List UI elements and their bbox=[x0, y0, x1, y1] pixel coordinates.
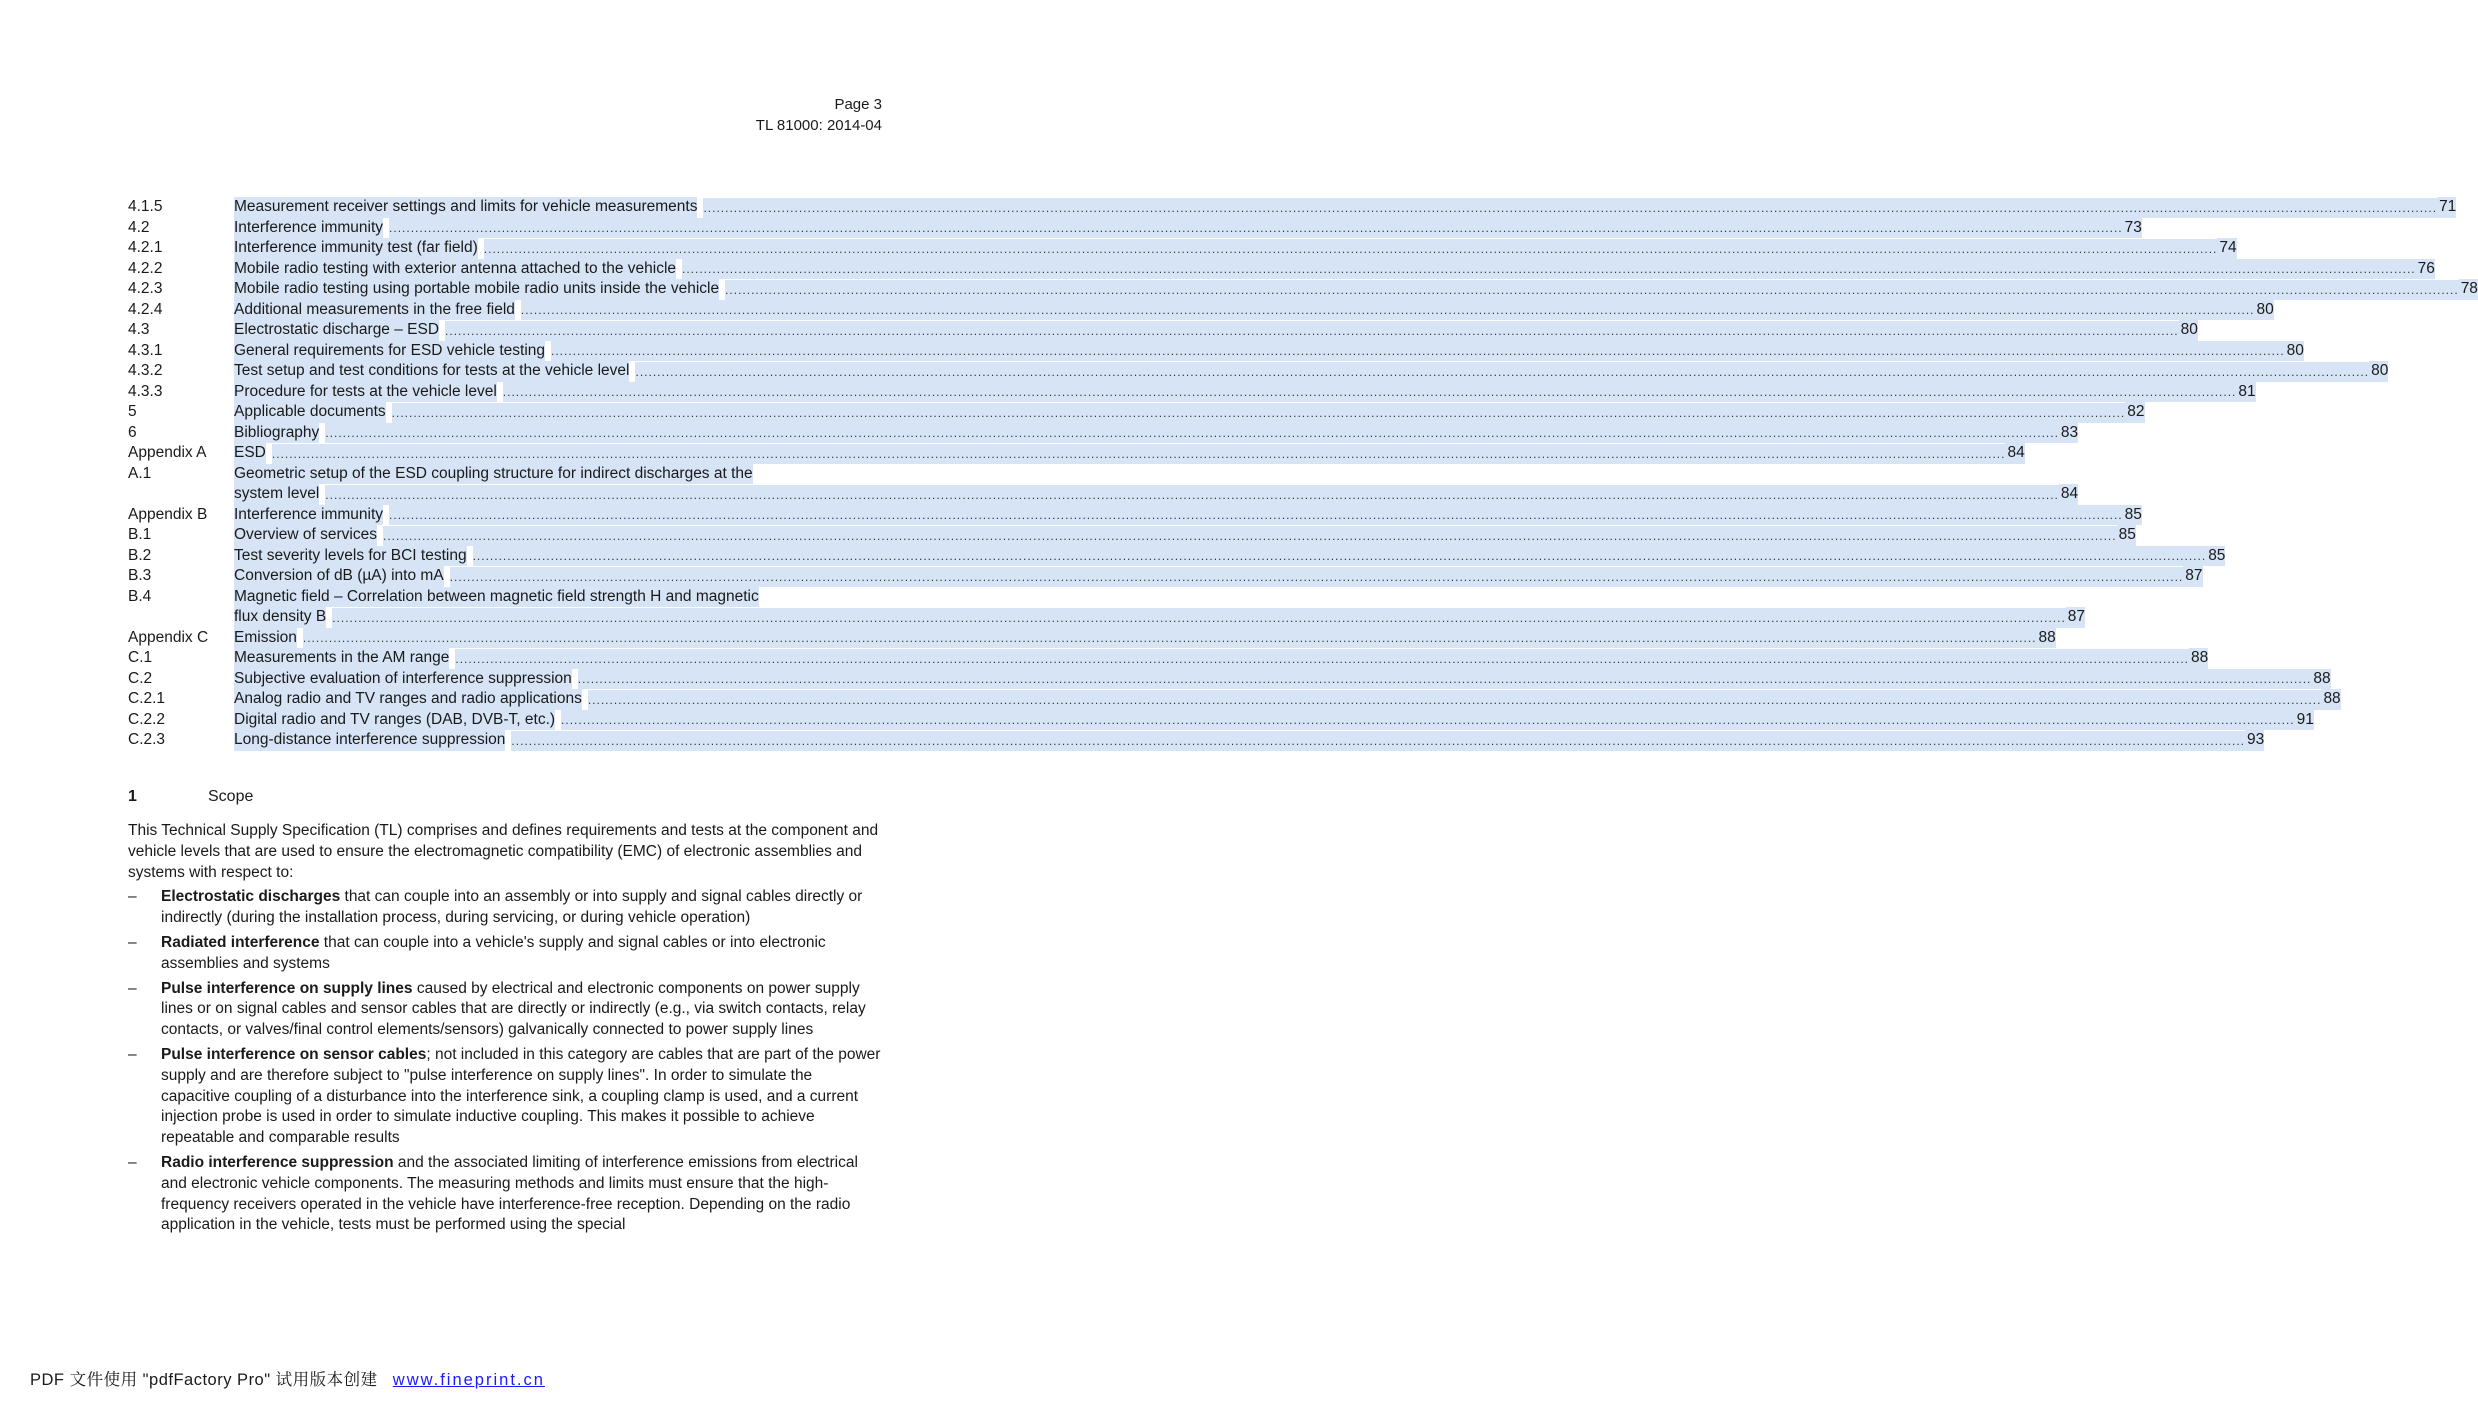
toc-entry-page: 85 bbox=[2206, 546, 2225, 567]
toc-entry[interactable] bbox=[128, 566, 2203, 587]
toc-entry-title: Additional measurements in the free field bbox=[234, 300, 515, 321]
toc-entry-page: 87 bbox=[2183, 566, 2202, 587]
bullet-item bbox=[128, 887, 883, 929]
toc-dot-leader: ................................................................................................................................................................................................................................................................................................................................................................................................................ bbox=[272, 444, 2006, 464]
toc-entry-number: C.2 bbox=[128, 669, 153, 687]
section-number: 1 bbox=[128, 788, 137, 805]
toc-dot-leader: ................................................................................................................................................................................................................................................................................................................................................................................................................ bbox=[389, 505, 2123, 525]
bullet-dash: – bbox=[128, 933, 137, 951]
toc-dot-leader: ................................................................................................................................................................................................................................................................................................................................................................................................................ bbox=[521, 300, 2255, 320]
toc-entry-title: Measurements in the AM range bbox=[234, 648, 449, 669]
toc-entry-title: Electrostatic discharge – ESD bbox=[234, 320, 439, 341]
bullet-dash: – bbox=[128, 979, 137, 997]
toc-entry-page: 73 bbox=[2123, 218, 2142, 239]
page-header bbox=[756, 94, 882, 136]
toc-entry-number: 6 bbox=[128, 423, 137, 441]
section-title: Scope bbox=[208, 788, 254, 805]
bullet-item bbox=[128, 1153, 883, 1236]
toc-dot-leader: ................................................................................................................................................................................................................................................................................................................................................................................................................ bbox=[455, 649, 2189, 669]
toc-entry-number: C.2.1 bbox=[128, 690, 166, 707]
toc-entry-page: 71 bbox=[2437, 197, 2456, 218]
toc-entry-title: Long-distance interference suppression bbox=[234, 730, 505, 751]
toc-entry[interactable] bbox=[128, 300, 2274, 321]
toc-entry-page: 84 bbox=[2059, 484, 2078, 505]
bullet-item bbox=[128, 933, 883, 975]
toc-entry-number: B.4 bbox=[128, 587, 152, 605]
section-heading bbox=[128, 788, 253, 806]
bullet-dash: – bbox=[128, 888, 137, 906]
toc-entry-page: 83 bbox=[2059, 423, 2078, 444]
toc-entry[interactable] bbox=[128, 279, 2478, 300]
toc-entry[interactable] bbox=[128, 587, 2086, 628]
toc-dot-leader: ................................................................................................................................................................................................................................................................................................................................................................................................................ bbox=[445, 321, 2179, 341]
toc-entry[interactable] bbox=[128, 648, 2209, 669]
toc-dot-leader: ................................................................................................................................................................................................................................................................................................................................................................................................................ bbox=[383, 526, 2117, 546]
toc-dot-leader: ................................................................................................................................................................................................................................................................................................................................................................................................................ bbox=[473, 546, 2207, 566]
toc-entry[interactable] bbox=[128, 546, 2226, 567]
toc-entry-title: Mobile radio testing with exterior antenna attached to the vehicle bbox=[234, 259, 676, 280]
bullet-term: Pulse interference on supply lines bbox=[161, 979, 413, 997]
bullet-dash: – bbox=[128, 1153, 137, 1171]
toc-entry-title: Applicable documents bbox=[234, 402, 386, 423]
toc-dot-leader: ................................................................................................................................................................................................................................................................................................................................................................................................................ bbox=[484, 239, 2218, 259]
toc-entry-title: Interference immunity bbox=[234, 505, 383, 526]
toc-entry[interactable] bbox=[128, 423, 2079, 444]
toc-dot-leader: ................................................................................................................................................................................................................................................................................................................................................................................................................ bbox=[325, 485, 2059, 505]
toc-entry-number: Appendix C bbox=[128, 628, 209, 646]
toc-entry-title: Mobile radio testing using portable mobile radio units inside the vehicle bbox=[234, 279, 719, 300]
pdf-footer bbox=[30, 1366, 545, 1390]
toc-entry-number: 4.2.2 bbox=[128, 259, 163, 277]
toc-entry-title: Subjective evaluation of interference suppression bbox=[234, 669, 572, 690]
toc-entry-number: 4.2.3 bbox=[128, 280, 163, 297]
bullet-dash: – bbox=[128, 1045, 137, 1063]
toc-entry-number: 5 bbox=[128, 403, 137, 420]
toc-entry-title-line1: Magnetic field – Correlation between magnetic field strength H and magnetic bbox=[234, 587, 759, 608]
toc-entry-number: 4.2.1 bbox=[128, 239, 163, 256]
toc-entry-page: 81 bbox=[2236, 382, 2255, 403]
toc-entry-title-line1: Geometric setup of the ESD coupling structure for indirect discharges at the bbox=[234, 464, 753, 485]
toc-dot-leader: ................................................................................................................................................................................................................................................................................................................................................................................................................ bbox=[392, 403, 2126, 423]
toc-entry[interactable] bbox=[128, 464, 2079, 505]
toc-entry-page: 80 bbox=[2254, 300, 2273, 321]
bullet-term: Electrostatic discharges bbox=[161, 888, 341, 906]
toc-dot-leader: ................................................................................................................................................................................................................................................................................................................................................................................................................ bbox=[578, 669, 2312, 689]
toc-entry[interactable] bbox=[128, 669, 2331, 690]
toc-entry[interactable] bbox=[128, 382, 2256, 403]
toc-dot-leader: ................................................................................................................................................................................................................................................................................................................................................................................................................ bbox=[561, 710, 2295, 730]
bullet-text: and the associated limiting of interference emissions from electrical and electronic vehicle components. The measuring methods and limits must ensure that the high-frequency receivers operated in the vehicle have interference-free reception. Depending on the radio application in the vehicle, tests must be performed using the special bbox=[161, 1153, 858, 1234]
toc-entry-page: 80 bbox=[2369, 361, 2388, 382]
toc-entry-page: 74 bbox=[2217, 238, 2236, 259]
toc-entry[interactable] bbox=[128, 443, 2025, 464]
toc-entry-number: 4.3.2 bbox=[128, 362, 163, 379]
toc-entry-page: 93 bbox=[2245, 730, 2264, 751]
toc-entry[interactable] bbox=[128, 197, 2457, 218]
toc-entry-title: system level bbox=[234, 484, 319, 505]
toc-entry-title: Emission bbox=[234, 628, 297, 649]
toc-dot-leader: ................................................................................................................................................................................................................................................................................................................................................................................................................ bbox=[503, 382, 2237, 402]
toc-entry-page: 78 bbox=[2459, 279, 2478, 300]
toc-dot-leader: ................................................................................................................................................................................................................................................................................................................................................................................................................ bbox=[588, 690, 2322, 710]
toc-dot-leader: ................................................................................................................................................................................................................................................................................................................................................................................................................ bbox=[325, 423, 2059, 443]
toc-entry-number: 4.2.4 bbox=[128, 300, 163, 318]
toc-entry-page: 80 bbox=[2285, 341, 2304, 362]
toc-entry[interactable] bbox=[128, 628, 2056, 649]
toc-dot-leader: ................................................................................................................................................................................................................................................................................................................................................................................................................ bbox=[725, 280, 2459, 300]
toc-entry-number: Appendix A bbox=[128, 444, 207, 461]
bullet-item bbox=[128, 1045, 883, 1149]
table-of-contents bbox=[128, 197, 2478, 751]
toc-dot-leader: ................................................................................................................................................................................................................................................................................................................................................................................................................ bbox=[682, 259, 2416, 279]
toc-dot-leader: ................................................................................................................................................................................................................................................................................................................................................................................................................ bbox=[703, 198, 2437, 218]
toc-entry-title: Analog radio and TV ranges and radio applications bbox=[234, 689, 582, 710]
document-id: TL 81000: 2014-04 bbox=[755, 117, 882, 134]
toc-entry-number: 4.3.3 bbox=[128, 382, 163, 400]
bullet-term: Pulse interference on sensor cables bbox=[161, 1045, 427, 1063]
toc-entry[interactable] bbox=[128, 402, 2145, 423]
toc-entry-title: General requirements for ESD vehicle testing bbox=[234, 341, 545, 362]
toc-entry[interactable] bbox=[128, 320, 2198, 341]
toc-entry[interactable] bbox=[128, 689, 2341, 710]
toc-entry-title: flux density B bbox=[234, 607, 326, 628]
footer-link[interactable]: www.fineprint.cn bbox=[392, 1371, 545, 1389]
footer-text: PDF 文件使用 "pdfFactory Pro" 试用版本创建 bbox=[30, 1371, 378, 1389]
bullet-list bbox=[128, 887, 883, 1236]
toc-entry-title: Bibliography bbox=[234, 423, 319, 444]
page-number: Page 3 bbox=[834, 96, 882, 113]
toc-entry-number: 4.2 bbox=[128, 218, 150, 236]
toc-dot-leader: ................................................................................................................................................................................................................................................................................................................................................................................................................ bbox=[303, 628, 2037, 648]
toc-entry[interactable] bbox=[128, 730, 2265, 751]
toc-entry[interactable] bbox=[128, 218, 2142, 239]
toc-entry-title: Interference immunity bbox=[234, 218, 383, 239]
toc-dot-leader: ................................................................................................................................................................................................................................................................................................................................................................................................................ bbox=[450, 567, 2184, 587]
bullet-text: caused by electrical and electronic components on power supply lines or on signal cables and sensor cables that are directly or indirectly (e.g., via switch contacts, relay contacts, or valves/final control elements/sensors) galvanically connected to power supply lines bbox=[161, 979, 866, 1039]
toc-dot-leader: ................................................................................................................................................................................................................................................................................................................................................................................................................ bbox=[551, 341, 2285, 361]
toc-entry-title: Procedure for tests at the vehicle level bbox=[234, 382, 497, 403]
toc-entry-title: ESD bbox=[234, 443, 266, 464]
toc-entry-number: B.1 bbox=[128, 526, 152, 543]
toc-entry[interactable] bbox=[128, 341, 2304, 362]
toc-entry-number: 4.3 bbox=[128, 321, 150, 338]
toc-entry-title: Test severity levels for BCI testing bbox=[234, 546, 467, 567]
toc-entry-number: 4.3.1 bbox=[128, 341, 163, 359]
toc-entry-page: 76 bbox=[2416, 259, 2435, 280]
toc-entry-page: 88 bbox=[2189, 648, 2208, 669]
toc-entry-page: 88 bbox=[2321, 689, 2340, 710]
bullet-term: Radio interference suppression bbox=[161, 1153, 394, 1171]
toc-entry-page: 88 bbox=[2311, 669, 2330, 690]
toc-entry[interactable] bbox=[128, 710, 2314, 731]
intro-paragraph: This Technical Supply Specification (TL) comprises and defines requirements and tests at the component and vehicle levels that are used to ensure the electromagnetic compatibility (EMC) of electronic assemblies and systems with respect to: bbox=[128, 822, 879, 881]
toc-entry[interactable] bbox=[128, 238, 2237, 259]
toc-entry-page: 85 bbox=[2123, 505, 2142, 526]
toc-entry[interactable] bbox=[128, 505, 2142, 526]
toc-entry-page: 84 bbox=[2005, 443, 2024, 464]
toc-entry-title: Test setup and test conditions for tests at the vehicle level bbox=[234, 361, 629, 382]
toc-entry-number: C.2.3 bbox=[128, 731, 166, 748]
toc-entry-title: Interference immunity test (far field) bbox=[234, 238, 478, 259]
toc-entry-number: B.3 bbox=[128, 567, 152, 584]
toc-entry-number: C.2.2 bbox=[128, 710, 166, 728]
bullet-item bbox=[128, 979, 883, 1041]
toc-entry[interactable] bbox=[128, 361, 2389, 382]
toc-entry-page: 80 bbox=[2179, 320, 2198, 341]
toc-entry-number: Appendix B bbox=[128, 505, 208, 523]
toc-entry-page: 82 bbox=[2125, 402, 2144, 423]
toc-entry-number: B.2 bbox=[128, 546, 152, 564]
toc-entry-title: Conversion of dB (µA) into mA bbox=[234, 566, 444, 587]
toc-entry-title: Digital radio and TV ranges (DAB, DVB-T, etc.) bbox=[234, 710, 555, 731]
toc-dot-leader: ................................................................................................................................................................................................................................................................................................................................................................................................................ bbox=[332, 608, 2066, 628]
toc-entry-number: 4.1.5 bbox=[128, 198, 163, 215]
bullet-term: Radiated interference bbox=[161, 933, 320, 951]
toc-dot-leader: ................................................................................................................................................................................................................................................................................................................................................................................................................ bbox=[635, 362, 2369, 382]
toc-entry-page: 85 bbox=[2117, 525, 2136, 546]
toc-entry-number: C.1 bbox=[128, 649, 153, 666]
toc-entry-title: Overview of services bbox=[234, 525, 377, 546]
toc-entry-page: 88 bbox=[2036, 628, 2055, 649]
toc-entry-number: A.1 bbox=[128, 464, 152, 482]
toc-dot-leader: ................................................................................................................................................................................................................................................................................................................................................................................................................ bbox=[511, 731, 2245, 751]
toc-entry-title: Measurement receiver settings and limits for vehicle measurements bbox=[234, 197, 697, 218]
toc-dot-leader: ................................................................................................................................................................................................................................................................................................................................................................................................................ bbox=[389, 218, 2123, 238]
toc-entry[interactable] bbox=[128, 525, 2136, 546]
bullet-text: that can couple into an assembly or into supply and signal cables directly or indirectly (during the installation process, during servicing, or during vehicle operation) bbox=[161, 888, 863, 927]
section-body bbox=[128, 821, 883, 1240]
bullet-text: ; not included in this category are cables that are part of the power supply and are therefore subject to "pulse interference on supply lines". In order to simulate the capacitive coupling of a disturbance into the interference sink, a coupling clamp is used, and a current injection probe is used in order to simulate inductive coupling. This makes it possible to achieve repeatable and comparable results bbox=[161, 1045, 881, 1147]
bullet-text: that can couple into a vehicle's supply and signal cables or into electronic assemblies and systems bbox=[161, 933, 826, 972]
toc-entry[interactable] bbox=[128, 259, 2435, 280]
toc-entry-page: 91 bbox=[2295, 710, 2314, 731]
toc-entry-page: 87 bbox=[2066, 607, 2085, 628]
